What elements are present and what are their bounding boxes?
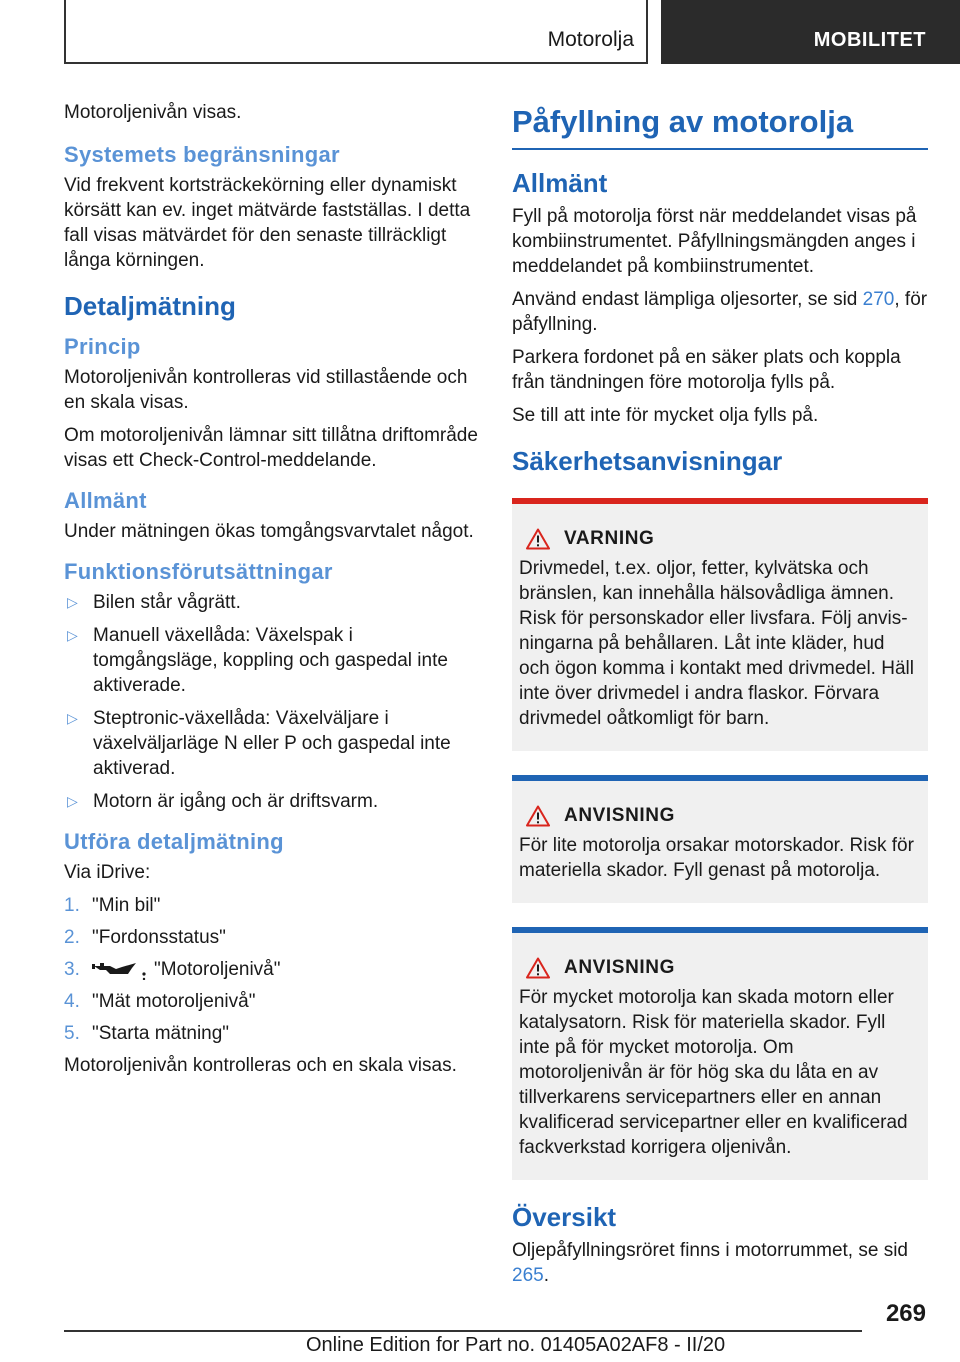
left-column [64,100,482,1086]
right-column [512,100,928,1296]
chapter-tab: MOBILITET [661,0,960,64]
list-item: ▷ Steptronic-växellåda: Växelväljare i växelväljarläge N eller P och gaspedal inte aktiverad. [67,708,451,779]
notice-box [512,927,928,1180]
warning-triangle-icon [526,957,550,979]
right-general-text-1: Fyll på motorolja först när meddelandet visas på kombiinstrumentet. Påfyllningsmängden anges i meddelandet på kombiinstrumentet. [512,206,917,277]
right-general-text-2: Använd endast lämpliga oljesorter, se sid 270, för påfyllning. [512,289,928,335]
principle-heading: Princip [64,334,141,359]
step-item: 3. "Motoroljenivå" [64,959,281,980]
step-item: 4. "Mät motoroljenivå" [64,991,256,1012]
triangle-bullet-icon: ▷ [67,594,78,610]
triangle-bullet-icon: ▷ [67,627,78,643]
prereq-list [64,590,482,814]
perform-outro: Motoroljenivån kontrolleras och en skala visas. [64,1055,457,1076]
step-item: 2. "Fordonsstatus" [64,927,226,948]
page-link-270[interactable]: 270 [862,289,895,310]
oil-can-icon [92,960,146,980]
footer-edition: Online Edition for Part no. 01405A02AF8 - II/20 [306,1334,726,1356]
triangle-bullet-icon: ▷ [67,793,78,809]
overview-text: Oljepåfyllningsröret finns i motorrummet, se sid 265. [512,1240,908,1286]
notice-text: För mycket motorolja kan skada motorn eller katalysatorn. Risk för materiella skador. Fyll inte på för mycket motorolja. Om motoroljenivån är för hög ska du låta en av tillverkarens servicepartners eller en annan kvalificerad servicepartner eller en kvalificerad fackverkstad korrigera oljenivån. [519,987,908,1158]
right-general-text-3: Parkera fordonet på en säker plats och koppla från tändningen före motorolja fylls på. [512,347,901,393]
intro-text: Motoroljenivån visas. [64,102,242,123]
notice-text: För lite motorolja orsakar motorskador. Risk för materiella skador. Fyll genast på motorolja. [519,835,914,881]
detail-heading: Detaljmätning [64,291,236,321]
header-frame [64,0,648,64]
perform-heading: Utföra detaljmätning [64,829,284,854]
limits-heading: Systemets begränsningar [64,142,340,167]
perform-steps [64,893,482,1046]
warning-label: VARNING [564,528,655,549]
right-general-heading: Allmänt [512,168,608,198]
page-title: Påfyllning av motorolja [512,102,928,150]
perform-intro: Via iDrive: [64,862,151,883]
safety-heading: Säkerhetsanvisningar [512,446,783,476]
general-text: Under mätningen ökas tomgångsvarvtalet något. [64,521,474,542]
warning-text: Drivmedel, t.ex. oljor, fetter, kylvätska och bränslen, kan innehålla hälsovådliga ämnen. Risk för personskador eller livsfara. Följ anvisningarna på behållaren. Låt inte kläder, hud och ögon komma i kontakt med drivmedel. Häll inte över drivmedel i andra flaskor. Förvara drivmedel oåtkomligt för barn. [519,558,914,729]
general-heading: Allmänt [64,488,147,513]
footer-divider [64,1330,862,1332]
list-item: ▷ Manuell växellåda: Växelspak i tomgångsläge, koppling och gaspedal inte aktiverade. [67,625,448,696]
step-item: 1. "Min bil" [64,895,161,916]
notice-label: ANVISNING [564,957,675,978]
right-general-text-4: Se till att inte för mycket olja fylls på. [512,405,819,426]
warning-triangle-icon [526,805,550,827]
principle-text-1: Motoroljenivån kontrolleras vid stillastående och en skala visas. [64,367,468,413]
warning-triangle-icon [526,528,550,550]
section-title: Motorolja [547,28,634,51]
notice-box [512,775,928,903]
principle-text-2: Om motoroljenivån lämnar sitt tillåtna driftområde visas ett Check-Control-meddelande. [64,425,478,471]
notice-label: ANVISNING [564,805,675,826]
page-link-265[interactable]: 265 [512,1265,544,1286]
step-item: 5. "Starta mätning" [64,1023,230,1044]
warning-box [512,498,928,751]
triangle-bullet-icon: ▷ [67,710,78,726]
overview-heading: Översikt [512,1202,617,1232]
limits-text: Vid frekvent kortsträckekörning eller dynamiskt körsätt kan ev. inget mätvärde fastställas. I detta fall visas mätvärdet för den senaste tillräckligt långa körningen. [64,175,471,271]
list-item: ▷ Motorn är igång och är driftsvarm. [67,791,379,812]
list-item: ▷ Bilen står vågrätt. [67,592,241,613]
page-number: 269 [885,1300,926,1327]
prereq-heading: Funktionsförutsättningar [64,559,333,584]
